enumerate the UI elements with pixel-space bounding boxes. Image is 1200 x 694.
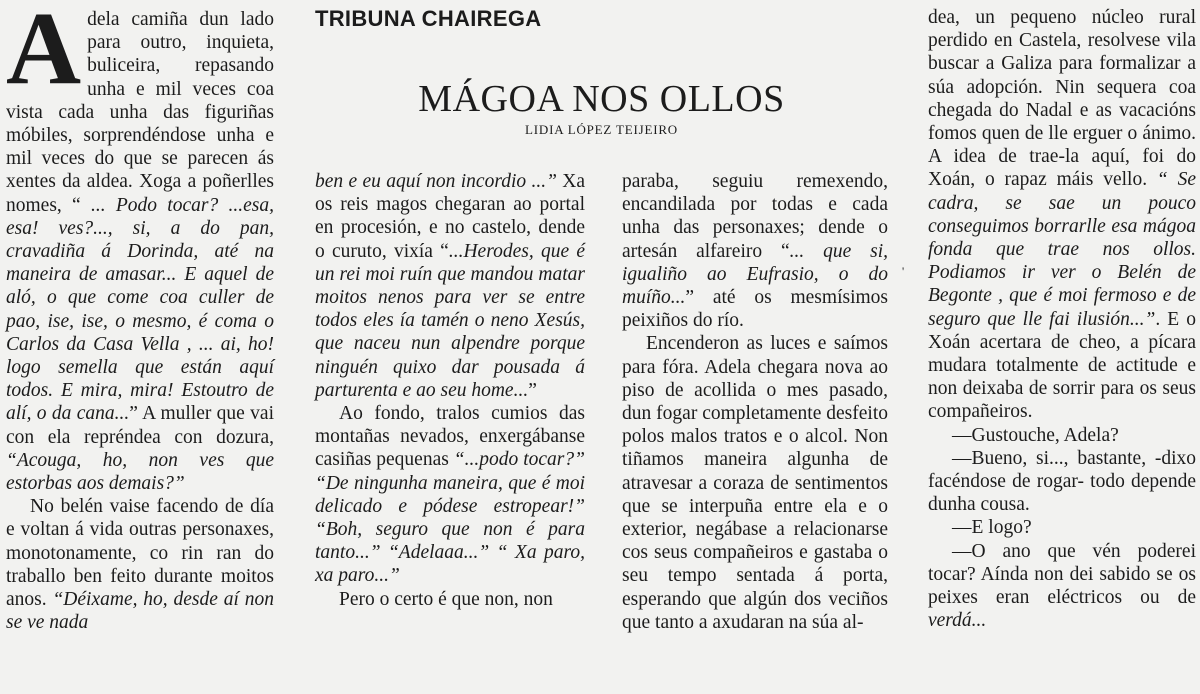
text-column-2	[315, 170, 585, 611]
author-byline: LIDIA LÓPEZ TEIJEIRO	[525, 122, 678, 137]
paragraph: paraba, seguiu remexendo, encandilada por todas e cada unha das personaxes; dende o artesán alfareiro “... que si, igualiño ao Eufrasio, o do muíño...” até os mesmísimos peixiños do río.	[622, 171, 888, 332]
dialogue-line: —Gustouche, Adela?	[952, 424, 1119, 446]
text-column-3	[622, 170, 888, 634]
paragraph: Adela camiña dun lado para outro, inquieta, buliceira, repasando unha e mil veces coa vista cada unha das figuriñas móbiles, sorprendéndose unha e mil veces do que se parecen ás xentes da aldea. Xoga a poñerlles nomes, “ ... Podo tocar? ...esa, esa! ves?..., si, a do pan, cravadiña á Dorinda, até na maneira de amasar... E aquel de aló, o que come coa culler de pao, ise, ise, o mesmo, é coma o Carlos da Casa Vella , ... ai, ho! logo semella que están aquí todos. E mira, mira! Estoutro de alí, o da cana...” A muller que vai con ela repréndea con dozura, “Acouga, ho, non ves que estorbas aos demais?”	[6, 0, 274, 495]
section-title: TRIBUNA CHAIREGA	[315, 6, 542, 31]
paragraph: Pero o certo é que non, non	[339, 588, 553, 610]
paragraph: ben e eu aquí non incordio ...” Xa os reis magos chegaran ao portal en procesión, e no castelo, dende o curuto, vixía “...Herodes, que é un rei moi ruín que mandou matar moitos nenos para ver se entre todos eles ía tamén o neno Xesús, que naceu nun alpendre porque ninguén quixo dar pousada á parturenta e ao seu home...”	[315, 171, 585, 401]
text-column-1	[6, 0, 274, 634]
print-speck: '	[902, 264, 905, 278]
paragraph: dea, un pequeno núcleo rural perdido en Castela, resolvese vila buscar a Galiza para formalizar a súa adopción. Nin sequera coa chegada do Nadal e as vacacións fomos quen de lle erguer o ánimo. A idea de trae-la aquí, foi do Xoán, o rapaz máis vello. “ Se cadra, se sae un pouco conseguimos borrarlle esa mágoa fonda que trae nos ollos. Podiamos ir ver o Belén de Begonte , que é moi fermoso e de seguro que lle fai ilusión...”. E o Xoán acertara de cheo, a pícara mudara totalmente de actitude e non deixaba de sorrir para os seus compañeiros.	[928, 7, 1197, 423]
text-column-4	[928, 6, 1196, 632]
drop-cap: A	[6, 0, 82, 106]
article-headline: MÁGOA NOS OLLOS	[418, 78, 785, 121]
paragraph: No belén vaise facendo de día e voltan á vida outras personaxes, monotonamente, co rin ran do traballo ben feito durante moitos anos. “Déixame, ho, desde aí non se ve nada	[6, 496, 274, 634]
dialogue-line: —E logo?	[952, 517, 1032, 539]
paragraph: Ao fondo, tralos cumios das montañas nevados, enxergábanse casiñas pequenas “...podo tocar?” “De ningunha maneira, que é moi delicado e pódese estropear!” “Boh, seguro que non é para tanto...” “Adelaaa...” “ Xa paro, xa paro...”	[315, 403, 585, 587]
paragraph: Encenderon as luces e saímos para fóra. Adela chegara nova ao piso de acollida o mes pasado, dun fogar completamente desfeito polos malos tratos e o alcol. Non tiñamos maneira algunha de atravesar a coraza de sentimentos que se interpuña entre ela e o exterior, negábase a relacionarse cos seus compañeiros e gastaba o seu tempo sentada á porta, esperando que algún dos veciños que tanto a axudaran na súa al-	[622, 333, 888, 633]
dialogue-line: —Bueno, si..., bastante, -dixo facéndose de rogar- todo depende dunha cousa.	[928, 447, 1196, 516]
dialogue-line: —O ano que vén poderei tocar? Aínda non dei sabido se os peixes eran eléctricos ou de verdá...	[928, 540, 1196, 632]
